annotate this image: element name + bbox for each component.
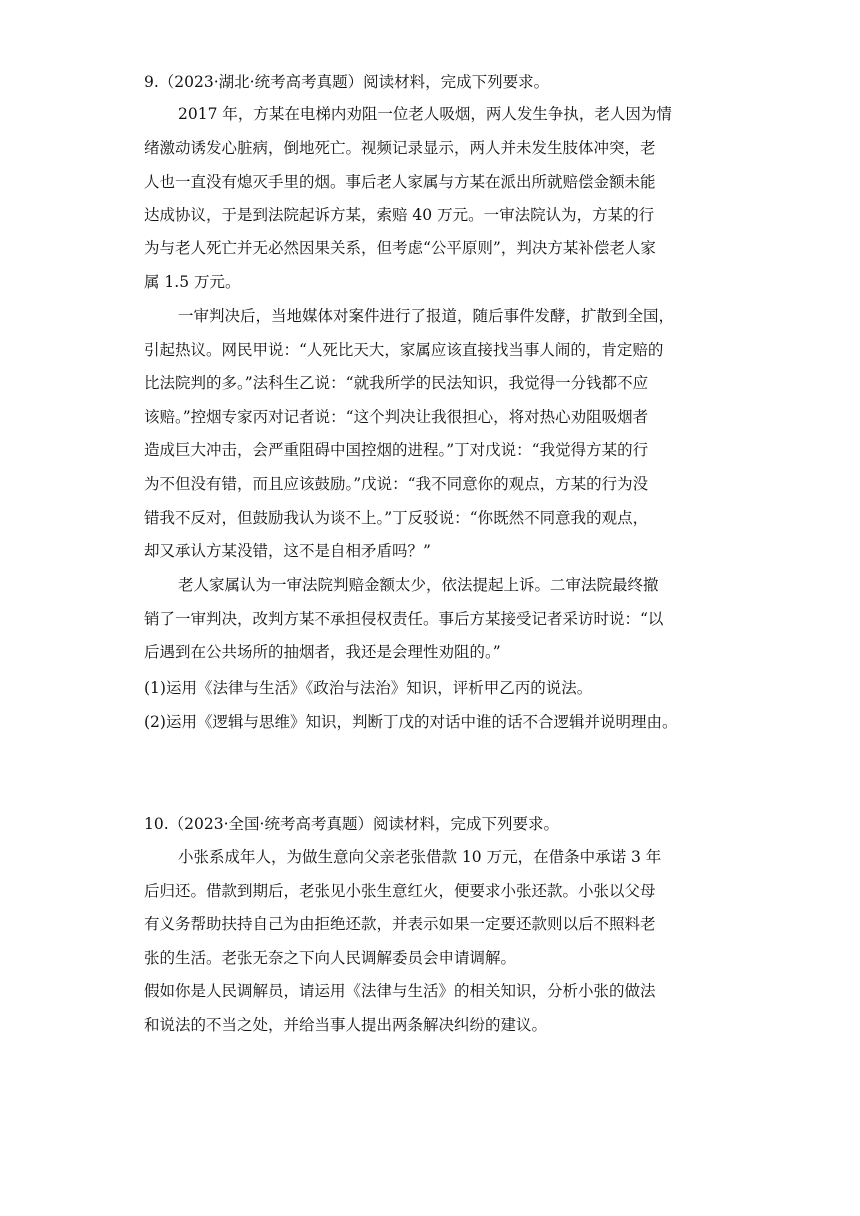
q10-heading: 10.（2023·全国·统考高考真题）阅读材料，完成下列要求。 [144, 815, 559, 833]
q9-para2-line: 却又承认方某没错，这不是自相矛盾吗？” [144, 542, 431, 560]
q9-heading: 9.（2023·湖北·统考高考真题）阅读材料，完成下列要求。 [144, 73, 550, 91]
q9-task-1: (1)运用《法律与生活》《政治与法治》知识，评析甲乙丙的说法。 [144, 679, 593, 697]
q9-para2-line: 为不但没有错，而且应该鼓励。”戊说：“我不同意你的观点，方某的行为没 [144, 475, 649, 493]
q10-para1-line: 后归还。借款到期后，老张见小张生意红火，便要求小张还款。小张以父母 [144, 882, 656, 900]
q10-task-line: 和说法的不当之处，并给当事人提出两条解决纠纷的建议。 [144, 1016, 548, 1034]
q9-para1-line: 属 1.5 万元。 [144, 273, 241, 291]
q9-para2-line: 错我不反对，但鼓励我认为谈不上。”丁反驳说：“你既然不同意我的观点， [144, 509, 649, 527]
q10-para1-line: 小张系成年人，为做生意向父亲老张借款 10 万元，在借条中承诺 3 年 [178, 848, 662, 866]
q9-para3-line: 销了一审判决，改判方某不承担侵权责任。事后方某接受记者采访时说：“以 [144, 610, 664, 628]
q9-para2-line: 一审判决后，当地媒体对案件进行了报道，随后事件发酵，扩散到全国， [178, 307, 675, 325]
q9-para1-line: 达成协议，于是到法院起诉方某，索赔 40 万元。一审法院认为，方某的行 [144, 206, 655, 224]
q9-para1-line: 绪激动诱发心脏病，倒地死亡。视频记录显示，两人并未发生肢体冲突，老 [144, 139, 656, 157]
q9-task-2: (2)运用《逻辑与思维》知识，判断丁戊的对话中谁的话不合逻辑并说明理由。 [144, 713, 678, 731]
q10-task-line: 假如你是人民调解员，请运用《法律与生活》的相关知识，分析小张的做法 [144, 982, 656, 1000]
q9-para1-line: 2017 年，方某在电梯内劝阻一位老人吸烟，两人发生争执，老人因为情 [178, 105, 672, 123]
q9-para1-line: 人也一直没有熄灭手里的烟。事后老人家属与方某在派出所就赔偿金额未能 [144, 173, 656, 191]
q9-para2-line: 比法院判的多。”法科生乙说：“就我所学的民法知识，我觉得一分钱都不应 [144, 374, 649, 392]
q9-para1-line: 为与老人死亡并无必然因果关系，但考虑“公平原则”，判决方某补偿老人家 [144, 239, 656, 257]
q9-para2-line: 造成巨大冲击，会严重阻碍中国控烟的进程。”丁对戊说：“我觉得方某的行 [144, 441, 649, 459]
q10-para1-line: 张的生活。老张无奈之下向人民调解委员会申请调解。 [144, 949, 517, 967]
q9-para2-line: 引起热议。网民甲说：“人死比天大，家属应该直接找当事人闹的，肯定赔的 [144, 341, 664, 359]
q9-para3-line: 后遇到在公共场所的抽烟者，我还是会理性劝阻的。” [144, 643, 501, 661]
q9-para2-line: 该赔。”控烟专家丙对记者说：“这个判决让我很担心，将对热心劝阻吸烟者 [144, 408, 649, 426]
q9-para3-line: 老人家属认为一审法院判赔金额太少，依法提起上诉。二审法院最终撤 [178, 576, 659, 594]
q10-para1-line: 有义务帮助扶持自己为由拒绝还款，并表示如果一定要还款则以后不照料老 [144, 915, 656, 933]
